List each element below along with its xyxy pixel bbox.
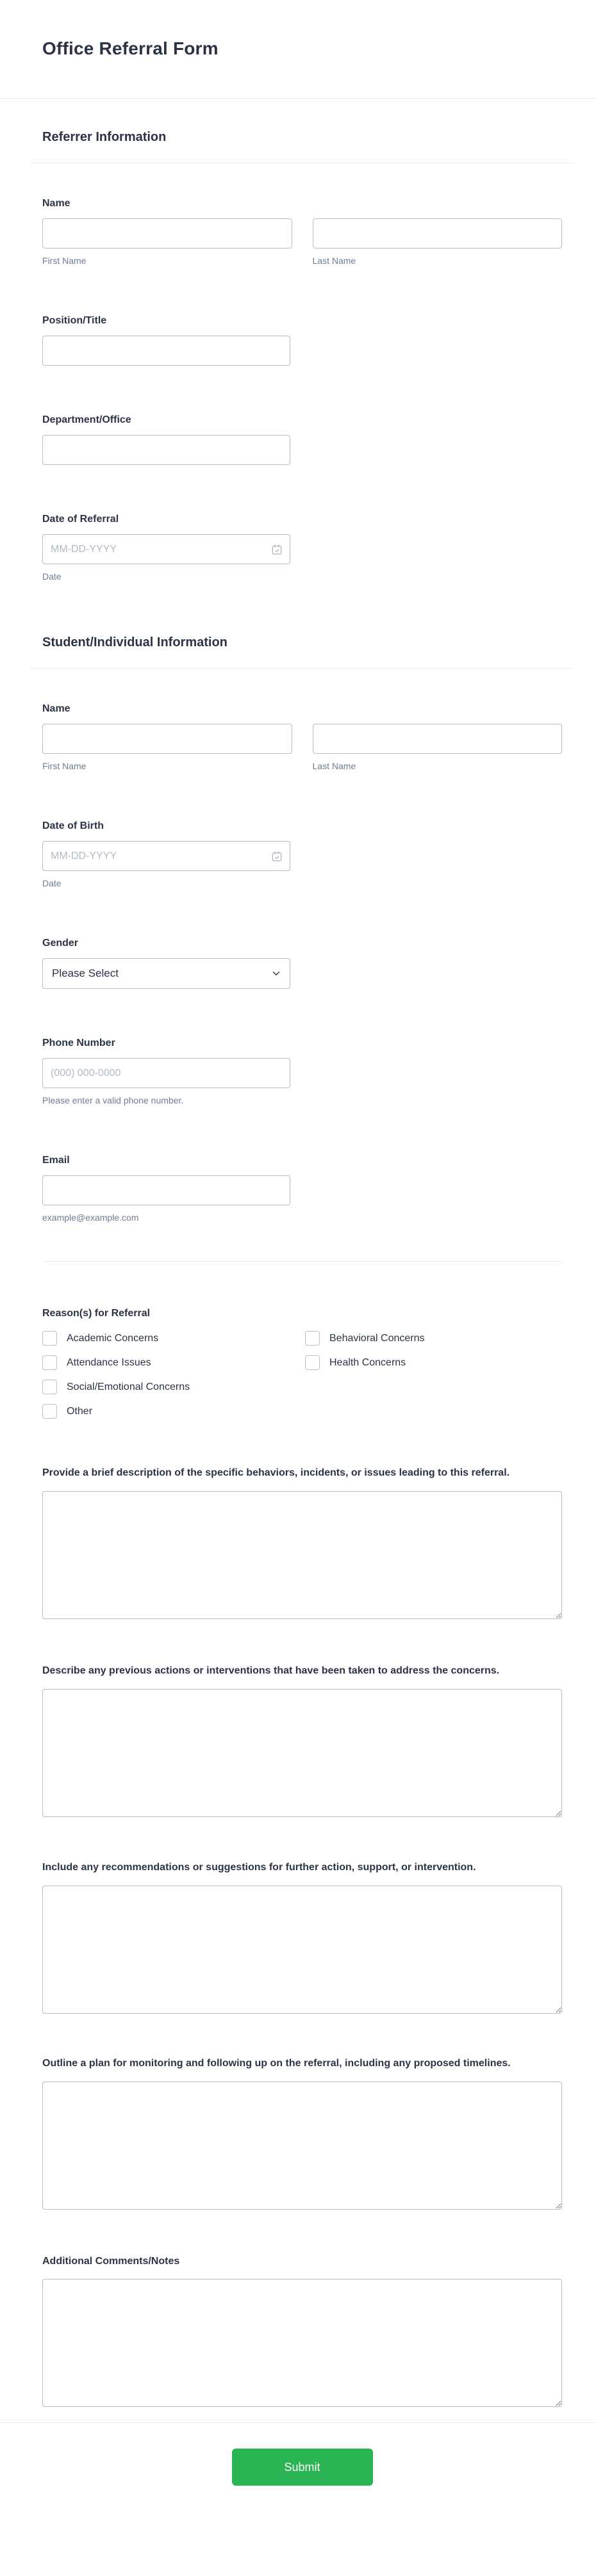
field-label: Date of Birth — [42, 820, 104, 831]
section-heading-referrer: Referrer Information — [42, 130, 167, 144]
checkbox-label: Health Concerns — [329, 1357, 406, 1368]
reasons-field — [42, 1307, 562, 1419]
field-label: Additional Comments/Notes — [42, 2256, 180, 2267]
field-label: Include any recommendations or suggestions for further action, support, or intervention. — [42, 1862, 476, 1873]
recommendations-field — [42, 1859, 562, 2014]
footer-divider — [0, 2422, 596, 2423]
checkbox[interactable] — [305, 1355, 320, 1370]
gender-select[interactable] — [42, 958, 290, 989]
last-name-sublabel: Last Name — [312, 256, 356, 266]
email-field — [42, 1153, 562, 1223]
checkbox[interactable] — [42, 1331, 57, 1346]
last-name-column — [313, 724, 563, 772]
control — [42, 1058, 562, 1088]
last-name-sublabel: Last Name — [312, 761, 356, 771]
date-input-wrap — [42, 841, 290, 871]
field-label: Date of Referral — [42, 514, 119, 525]
gender-field — [42, 936, 562, 989]
gender-select-value: Please Select — [52, 967, 119, 979]
referrer-position-field — [42, 314, 562, 366]
checkbox-option-academic-concerns[interactable] — [42, 1331, 305, 1346]
calendar-check-icon[interactable] — [270, 543, 283, 556]
checkbox[interactable] — [42, 1380, 57, 1394]
behavior-description-textarea[interactable] — [42, 1491, 562, 1619]
student-last-name-input[interactable] — [313, 724, 563, 754]
referrer-first-name-input[interactable] — [42, 218, 292, 249]
field-label: Outline a plan for monitoring and following up on the referral, including any proposed timelines. — [42, 2058, 511, 2069]
checkbox-option-health-concerns[interactable] — [305, 1355, 562, 1370]
first-name-column — [42, 724, 292, 772]
control — [42, 1175, 562, 1205]
field-label: Position/Title — [42, 315, 107, 326]
checkbox-label: Social/Emotional Concerns — [67, 1381, 190, 1392]
submit-row — [42, 2449, 562, 2486]
checkbox-option-other[interactable] — [42, 1404, 562, 1419]
recommendations-textarea[interactable] — [42, 1886, 562, 2014]
first-name-column — [42, 218, 292, 266]
reasons-checkbox-grid — [42, 1331, 562, 1394]
field-label: Provide a brief description of the specific behaviors, incidents, or issues leading to this referral. — [42, 1467, 510, 1478]
date-of-birth-field — [42, 819, 562, 889]
referrer-name-field — [42, 197, 562, 266]
student-first-name-input[interactable] — [42, 724, 292, 754]
field-label: Name — [42, 703, 70, 714]
phone-hint: Please enter a valid phone number. — [42, 1095, 184, 1105]
section-divider — [31, 668, 574, 669]
page-title: Office Referral Form — [42, 38, 219, 58]
phone-number-field — [42, 1036, 562, 1106]
field-label: Reason(s) for Referral — [42, 1308, 151, 1319]
first-name-sublabel: First Name — [42, 256, 87, 266]
checkbox[interactable] — [42, 1355, 57, 1370]
student-name-field — [42, 702, 562, 772]
position-title-input[interactable] — [42, 336, 290, 366]
name-columns — [42, 724, 562, 772]
phone-number-input[interactable] — [42, 1058, 290, 1088]
submit-button[interactable]: Submit — [232, 2449, 373, 2486]
additional-comments-textarea[interactable] — [42, 2279, 562, 2407]
date-input-wrap — [42, 534, 290, 564]
last-name-column — [313, 218, 563, 266]
form-header — [0, 0, 596, 99]
referrer-last-name-input[interactable] — [313, 218, 563, 249]
monitoring-plan-field — [42, 2055, 562, 2210]
field-label: Name — [42, 198, 70, 209]
date-of-birth-input[interactable] — [42, 841, 290, 871]
checkbox-label: Academic Concerns — [67, 1332, 159, 1344]
section-divider — [42, 1261, 562, 1262]
control — [42, 435, 562, 465]
checkbox-option-social-emotional-concerns[interactable] — [42, 1380, 305, 1394]
previous-actions-field — [42, 1663, 562, 1817]
control — [42, 336, 562, 366]
checkbox[interactable] — [305, 1331, 320, 1346]
field-label: Phone Number — [42, 1038, 115, 1048]
checkbox-label: Attendance Issues — [67, 1357, 151, 1368]
first-name-sublabel: First Name — [42, 761, 87, 771]
checkbox-option-attendance-issues[interactable] — [42, 1355, 305, 1370]
monitoring-plan-textarea[interactable] — [42, 2082, 562, 2210]
name-columns — [42, 218, 562, 266]
form-content — [0, 128, 596, 2486]
chevron-down-icon — [272, 969, 281, 978]
checkbox-option-behavioral-concerns[interactable] — [305, 1331, 562, 1346]
date-of-referral-input[interactable] — [42, 534, 290, 564]
field-label: Email — [42, 1155, 70, 1166]
email-hint: example@example.com — [42, 1212, 139, 1223]
date-sublabel: Date — [42, 878, 62, 888]
referrer-department-field — [42, 413, 562, 465]
behavior-description-field — [42, 1465, 562, 1619]
field-label: Gender — [42, 938, 79, 949]
field-label: Department/Office — [42, 414, 131, 425]
referral-date-field — [42, 512, 562, 582]
calendar-check-icon[interactable] — [270, 850, 283, 863]
section-heading-student: Student/Individual Information — [42, 635, 228, 649]
previous-actions-textarea[interactable] — [42, 1689, 562, 1817]
checkbox-label: Behavioral Concerns — [329, 1332, 425, 1344]
department-office-input[interactable] — [42, 435, 290, 465]
checkbox-label: Other — [67, 1405, 93, 1417]
field-label: Describe any previous actions or interventions that have been taken to address the concerns. — [42, 1665, 500, 1676]
date-sublabel: Date — [42, 571, 62, 582]
checkbox[interactable] — [42, 1404, 57, 1419]
additional-comments-field — [42, 2254, 562, 2407]
email-input[interactable] — [42, 1175, 290, 1205]
